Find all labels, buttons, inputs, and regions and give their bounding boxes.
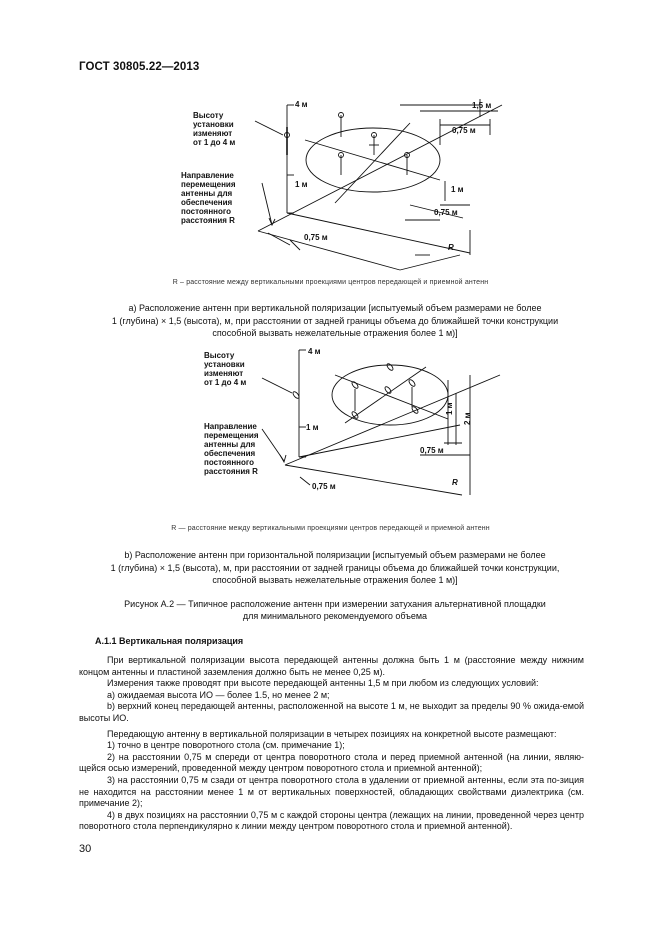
paragraph: 2) на расстоянии 0,75 м спереди от центра поворотного стола и перед приемной антенной (на линии, являю-щейся осью измерений, проведенной между центром поворотного стола и приемной антенной); <box>79 751 584 774</box>
svg-text:изменяют: изменяют <box>193 129 233 138</box>
figure-b-caption: b) Расположение антенн при горизонтальной поляризации [испытуемый объем размерами не более 1 (глубина) × 1,5 (высота), м, при расстоянии от задней границы объема до ближайшей точки конструкции, способной вызвать нежелательные отражения более 1 м)] <box>110 550 560 585</box>
svg-text:установки: установки <box>204 360 245 369</box>
svg-text:антенны для: антенны для <box>204 440 256 449</box>
paragraph: b) верхний конец передающей антенны, расположенной на высоте 1 м, не выходит за пределы 90 % ожида-емой высоты ИО. <box>79 701 584 723</box>
figure-a-diagram <box>0 95 661 280</box>
axis-line <box>258 105 502 231</box>
svg-text:перемещения: перемещения <box>204 431 259 440</box>
label-2m-b: 2 м <box>463 412 472 425</box>
label-0-75m-bottom-b: 0,75 м <box>312 482 336 491</box>
svg-text:постоянного: постоянного <box>204 458 254 467</box>
label-4m: 4 м <box>295 100 308 109</box>
figure-b-diagram <box>0 345 661 500</box>
svg-text:расстояния R: расстояния R <box>204 467 258 476</box>
direction-note-line: Направление <box>181 171 234 180</box>
svg-text:изменяют: изменяют <box>204 369 244 378</box>
figure-caption: Рисунок А.2 — Типичное расположение антенн при измерении затухания альтернативной площадки для минимального рекомендуемого объема <box>124 599 546 621</box>
label-0-75m-top: 0,75 м <box>452 126 476 135</box>
paragraph: а) ожидаемая высота ИО — более 1.5, но менее 2 м; <box>107 689 330 700</box>
paragraph: При вертикальной поляризации высота передающей антенны должна быть 1 м (расстояние между нижним концом антенны и пластиной заземления должно быть не менее 0,25 м). <box>79 655 584 677</box>
svg-text:антенны для: антенны для <box>181 189 233 198</box>
label-1m-left: 1 м <box>295 180 308 189</box>
figure-a-legend: R – расстояние между вертикальными проекциями центров передающей и приемной антенн <box>172 279 489 286</box>
label-0-75m-mid: 0,75 м <box>434 208 458 217</box>
svg-text:от 1 до 4 м: от 1 до 4 м <box>193 138 236 147</box>
label-1-5m: 1,5 м <box>472 101 492 110</box>
label-1m-left-b: 1 м <box>306 423 319 432</box>
svg-text:Высоту: Высоту <box>204 351 235 360</box>
figure-a-caption: а) Расположение антенн при вертикальной поляризации [испытуемый объем размерами не более 1 (глубина) × 1,5 (высота), м, при расстоянии от задней границы объема до ближайшей точки конструкции способной вызвать нежелательные отражения более 1 м)] <box>111 303 559 338</box>
label-0-75m-right-b: 0,75 м <box>420 446 444 455</box>
svg-text:установки: установки <box>193 120 234 129</box>
paragraph: 3) на расстоянии 0,75 м сзади от центра поворотного стола в удалении от приемной антенны, если эта по-зиция не находится на расстоянии менее 1 м от вертикальных поверхностей, обладающих свойствами диэлектрика (см. примечание 2); <box>79 774 584 809</box>
figure-b-legend: R — расстояние между вертикальными проекциями центров передающей и приемной антенн <box>171 525 490 532</box>
body-text <box>79 655 584 833</box>
page-number: 30 <box>79 843 92 855</box>
standard-header: ГОСТ 30805.22—2013 <box>79 61 200 73</box>
paragraph: Передающую антенну в вертикальной поляризации в четырех позициях на конкретной высоте размещают: <box>107 728 557 739</box>
paragraph: Измерения также проводят при высоте передающей антенны 1,5 м при любом из следующих условий: <box>107 678 539 689</box>
label-1m-right: 1 м <box>451 185 464 194</box>
height-note-line: Высоту <box>193 111 224 120</box>
svg-text:обеспечения: обеспечения <box>204 449 256 458</box>
paragraph: 4) в двух позициях на расстоянии 0,75 м с каждой стороны центра (лежащих на линии, проведенной через центр поворотного стола перпендикулярно к линии между центром поворотного стола и приемной антенной). <box>79 809 584 832</box>
svg-text:перемещения: перемещения <box>181 180 236 189</box>
label-0-75m-bottom: 0,75 м <box>304 233 328 242</box>
label-R-b: R <box>452 478 458 487</box>
figure-a-vertical-polarization <box>0 95 661 280</box>
svg-text:Направление: Направление <box>204 422 257 431</box>
section-title: А.1.1 Вертикальная поляризация <box>95 636 244 646</box>
svg-text:обеспечения: обеспечения <box>181 198 233 207</box>
label-1m-right-b: 1 м <box>445 402 454 415</box>
svg-text:от 1 до 4 м: от 1 до 4 м <box>204 378 247 387</box>
svg-text:расстояния R: расстояния R <box>181 216 235 225</box>
svg-text:постоянного: постоянного <box>181 207 231 216</box>
figure-b-horizontal-polarization <box>0 345 661 500</box>
label-4m-b: 4 м <box>308 347 321 356</box>
paragraph: 1) точно в центре поворотного стола (см. примечание 1); <box>107 740 345 751</box>
label-R: R <box>448 243 454 252</box>
